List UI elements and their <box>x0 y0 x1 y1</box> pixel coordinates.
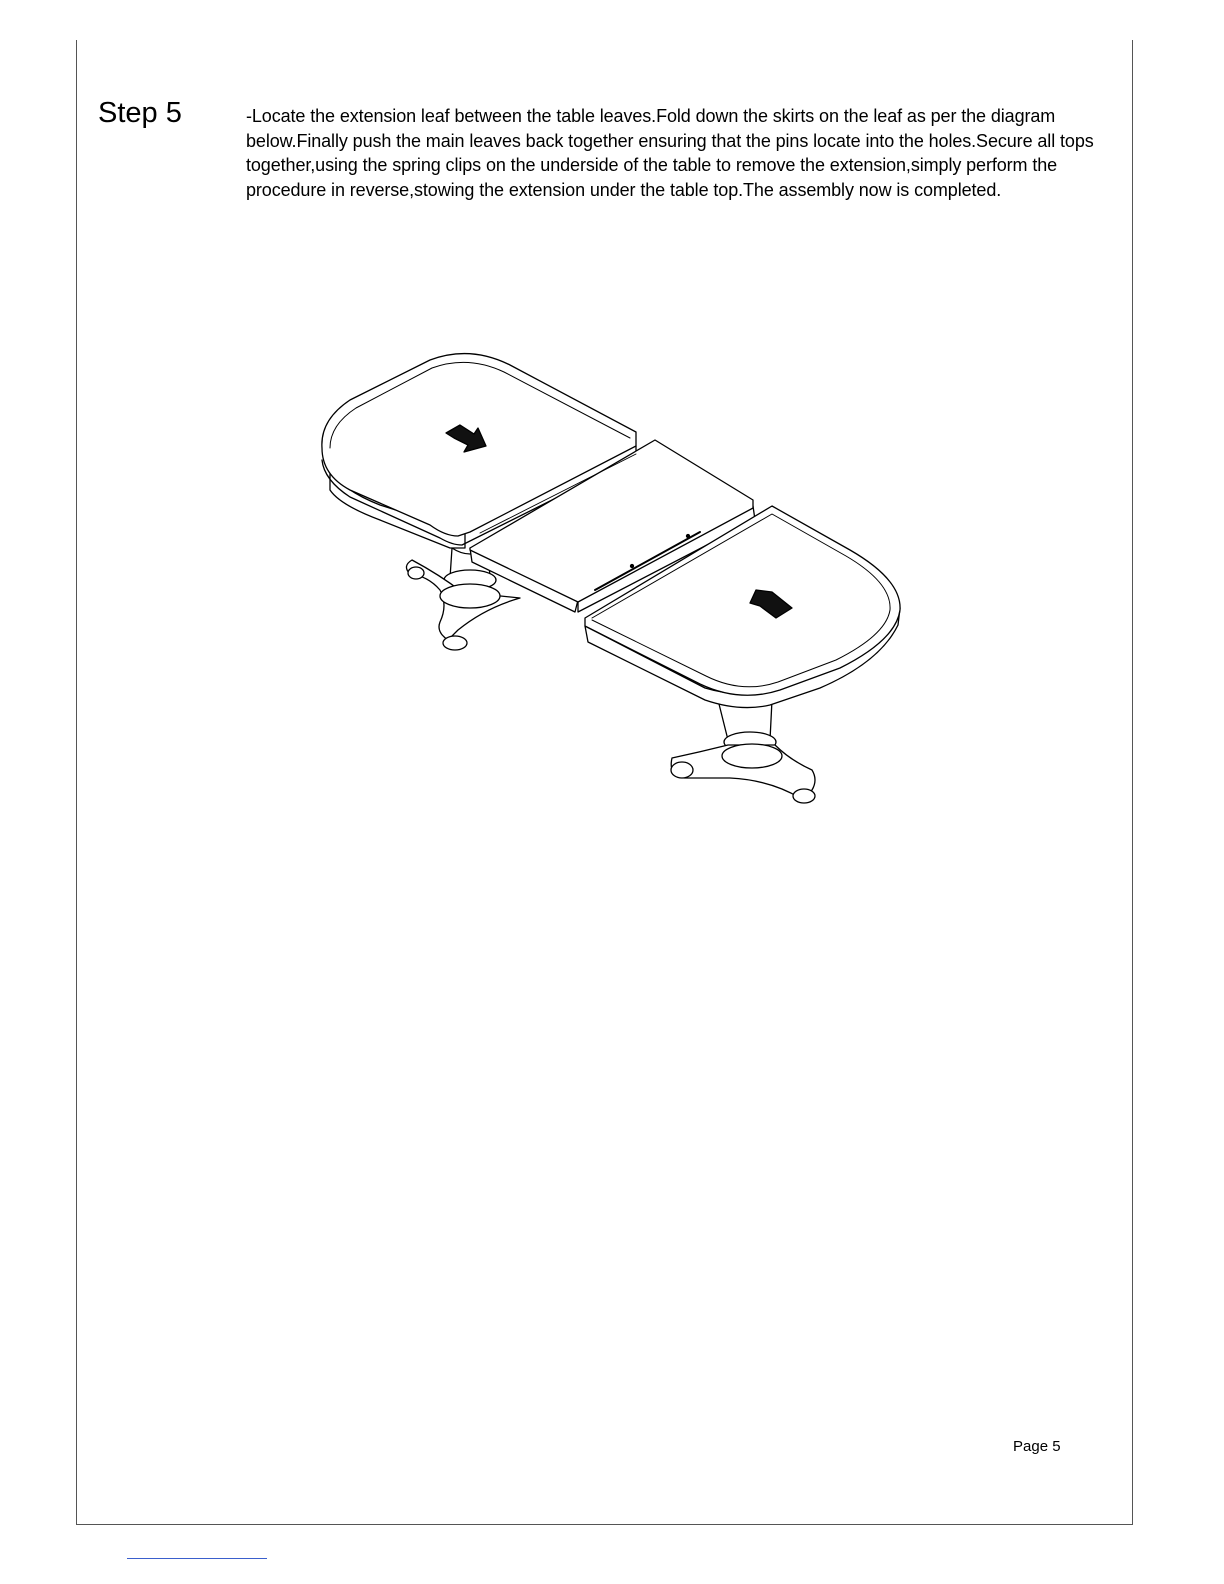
footer-rule <box>127 1558 267 1559</box>
step-instructions: -Locate the extension leaf between the table leaves.Fold down the skirts on the leaf as per the diagram below.Finally push the main leaves back together ensuring that the pins locate into the holes.Secure all tops together,using the spring clips on the underside of the table to remove the extension,simply perform the procedure in reverse,stowing the extension under the table top.The assembly now is completed. <box>246 106 1094 200</box>
table-extension-diagram <box>300 340 940 820</box>
page-number: Page 5 <box>1013 1438 1061 1455</box>
step-heading: Step 5 <box>98 97 182 129</box>
